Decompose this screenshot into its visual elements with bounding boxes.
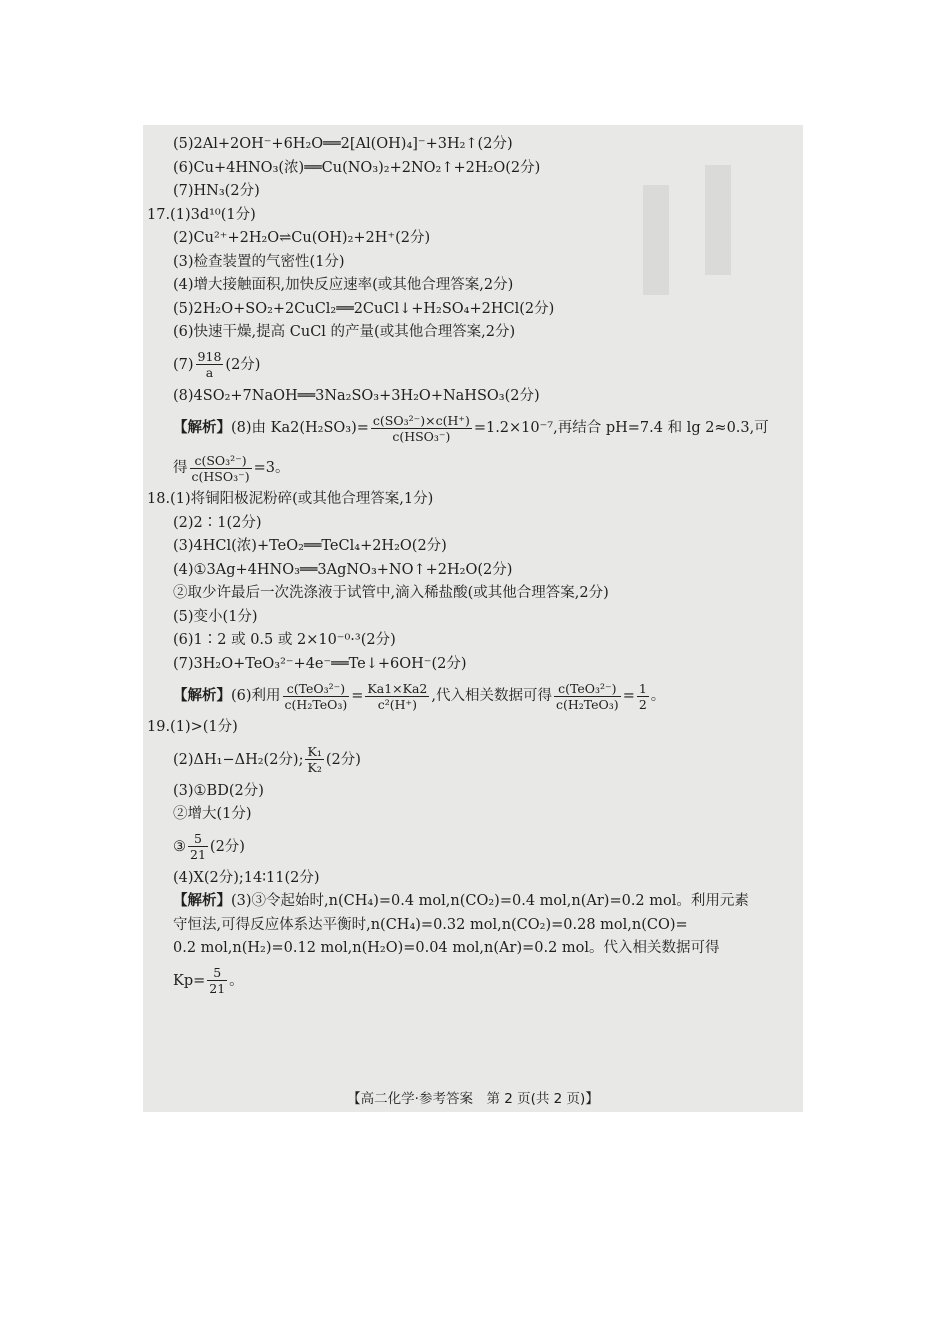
answer-prefix: (7) — [173, 356, 194, 373]
answer-line: (6)快速干燥,提高 CuCl 的产量(或其他合理答案,2分) — [173, 324, 516, 340]
analysis-19-cont: 守恒法,可得反应体系达平衡时,n(CH₄)=0.32 mol,n(CO₂)=0.28 mol,n(CO)= — [173, 916, 688, 933]
fraction — [188, 831, 208, 862]
denominator: K₂ — [307, 760, 322, 775]
answer-line: (5)2H₂O+SO₂+2CuCl₂══2CuCl↓+H₂SO₄+2HCl(2分) — [173, 300, 555, 317]
numerator: c(SO₃²⁻)×c(H⁺) — [372, 412, 470, 428]
denominator: c(H₂TeO₃) — [284, 696, 348, 712]
analysis-text: =1.2×10⁻⁷,再结合 pH=7.4 和 lg 2≈0.3,可 — [473, 420, 769, 436]
analysis-tag: 【解析】 — [173, 420, 231, 436]
answer-line: (2)2∶1(2分) — [173, 514, 262, 531]
answer-line: (3)4HCl(浓)+TeO₂══TeCl₄+2H₂O(2分) — [173, 538, 447, 554]
fraction — [305, 744, 323, 775]
answer-line: (6)1∶2 或 0.5 或 2×10⁻⁰·³(2分) — [173, 632, 396, 648]
answer-content — [147, 133, 793, 1001]
numerator: Ka1×Ka2 — [367, 680, 428, 696]
fraction — [196, 349, 224, 380]
answer-line-fraction — [173, 740, 793, 780]
question-19-heading: 19.(1)>(1分) — [147, 719, 238, 735]
fraction — [283, 681, 350, 712]
answer-sheet — [143, 125, 803, 1112]
analysis-text: =3。 — [253, 460, 290, 476]
analysis-text: (8)由 Ka2(H₂SO₃)= — [231, 420, 369, 436]
denominator: c(H₂TeO₃) — [555, 696, 619, 712]
page-footer: 【高二化学·参考答案 第 2 页(共 2 页)】 — [347, 1091, 599, 1107]
answer-line: (5)2Al+2OH⁻+6H₂O══2[Al(OH)₄]⁻+3H₂↑(2分) — [173, 136, 513, 152]
answer-line: (4)①3Ag+4HNO₃══3AgNO₃+NO↑+2H₂O(2分) — [173, 561, 513, 578]
answer-line: (8)4SO₂+7NaOH══3Na₂SO₃+3H₂O+NaHSO₃(2分) — [173, 387, 540, 404]
analysis-text: Kp= — [173, 972, 206, 989]
numerator: K₁ — [307, 744, 322, 759]
answer-line: (3)①BD(2分) — [173, 782, 264, 799]
answer-line: (4)增大接触面积,加快反应速率(或其他合理答案,2分) — [173, 277, 514, 293]
analysis-text: 。 — [650, 688, 666, 704]
answer-line-fraction — [173, 827, 793, 867]
analysis-text: (3)③令起始时,n(CH₄)=0.4 mol,n(CO₂)=0.4 mol,n(Ar)=0.2 mol。利用元素 — [231, 893, 749, 909]
analysis-tag: 【解析】 — [173, 893, 231, 909]
analysis-19 — [173, 890, 793, 914]
analysis-text: 。 — [229, 972, 244, 989]
numerator: 918 — [197, 349, 222, 364]
fraction — [365, 681, 429, 712]
denominator: c²(H⁺) — [377, 696, 418, 712]
fraction — [190, 453, 252, 484]
answer-line-fraction — [173, 345, 793, 385]
analysis-text: 得 — [173, 460, 188, 476]
answer-prefix: (2)ΔH₁−ΔH₂(2分); — [173, 751, 304, 768]
answer-suffix: (2分) — [325, 751, 361, 768]
fraction — [637, 681, 649, 712]
analysis-17-cont — [173, 448, 793, 488]
equals-sign: = — [351, 688, 364, 704]
fraction — [554, 681, 621, 712]
question-18-heading: 18.(1)将铜阳极泥粉碎(或其他合理答案,1分) — [147, 491, 434, 507]
analysis-text: ,代入相关数据可得 — [431, 688, 552, 704]
analysis-text: (6)利用 — [231, 688, 281, 704]
equals-sign: = — [622, 688, 635, 704]
denominator: 21 — [190, 847, 206, 862]
denominator: c(HSO₃⁻) — [191, 468, 250, 484]
analysis-19-cont — [173, 961, 793, 1001]
answer-prefix: ③ — [173, 838, 186, 855]
denominator: a — [205, 365, 214, 380]
analysis-tag: 【解析】 — [173, 688, 231, 704]
fraction — [207, 965, 227, 996]
answer-line: (3)检查装置的气密性(1分) — [173, 253, 345, 270]
analysis-18 — [173, 676, 793, 716]
numerator: 5 — [188, 831, 208, 847]
answer-line: (6)Cu+4HNO₃(浓)══Cu(NO₃)₂+2NO₂↑+2H₂O(2分) — [173, 159, 541, 176]
answer-line: (7)3H₂O+TeO₃²⁻+4e⁻══Te↓+6OH⁻(2分) — [173, 655, 467, 672]
analysis-17 — [173, 408, 793, 448]
numerator: 1 — [638, 680, 647, 696]
denominator: c(HSO₃⁻) — [392, 428, 451, 444]
numerator: c(TeO₃²⁻) — [283, 681, 350, 697]
answer-line: (2)Cu²⁺+2H₂O⇌Cu(OH)₂+2H⁺(2分) — [173, 230, 431, 246]
question-17-heading: 17.(1)3d¹⁰(1分) — [147, 206, 256, 223]
answer-line: ②增大(1分) — [173, 806, 252, 822]
numerator: c(TeO₃²⁻) — [554, 681, 621, 697]
answer-suffix: (2分) — [209, 838, 245, 855]
numerator: 5 — [207, 965, 227, 981]
numerator: c(SO₃²⁻) — [190, 453, 252, 469]
answer-line: (5)变小(1分) — [173, 608, 258, 625]
answer-line: (7)HN₃(2分) — [173, 183, 260, 199]
answer-line: (4)X(2分);14∶11(2分) — [173, 869, 320, 886]
answer-line: ②取少许最后一次洗涤液于试管中,滴入稀盐酸(或其他合理答案,2分) — [173, 585, 609, 601]
analysis-19-cont: 0.2 mol,n(H₂)=0.12 mol,n(H₂O)=0.04 mol,n(Ar)=0.2 mol。代入相关数据可得 — [173, 940, 720, 956]
denominator: 2 — [638, 696, 647, 712]
answer-suffix: (2分) — [225, 356, 261, 373]
denominator: 21 — [209, 981, 226, 996]
fraction — [371, 413, 472, 444]
